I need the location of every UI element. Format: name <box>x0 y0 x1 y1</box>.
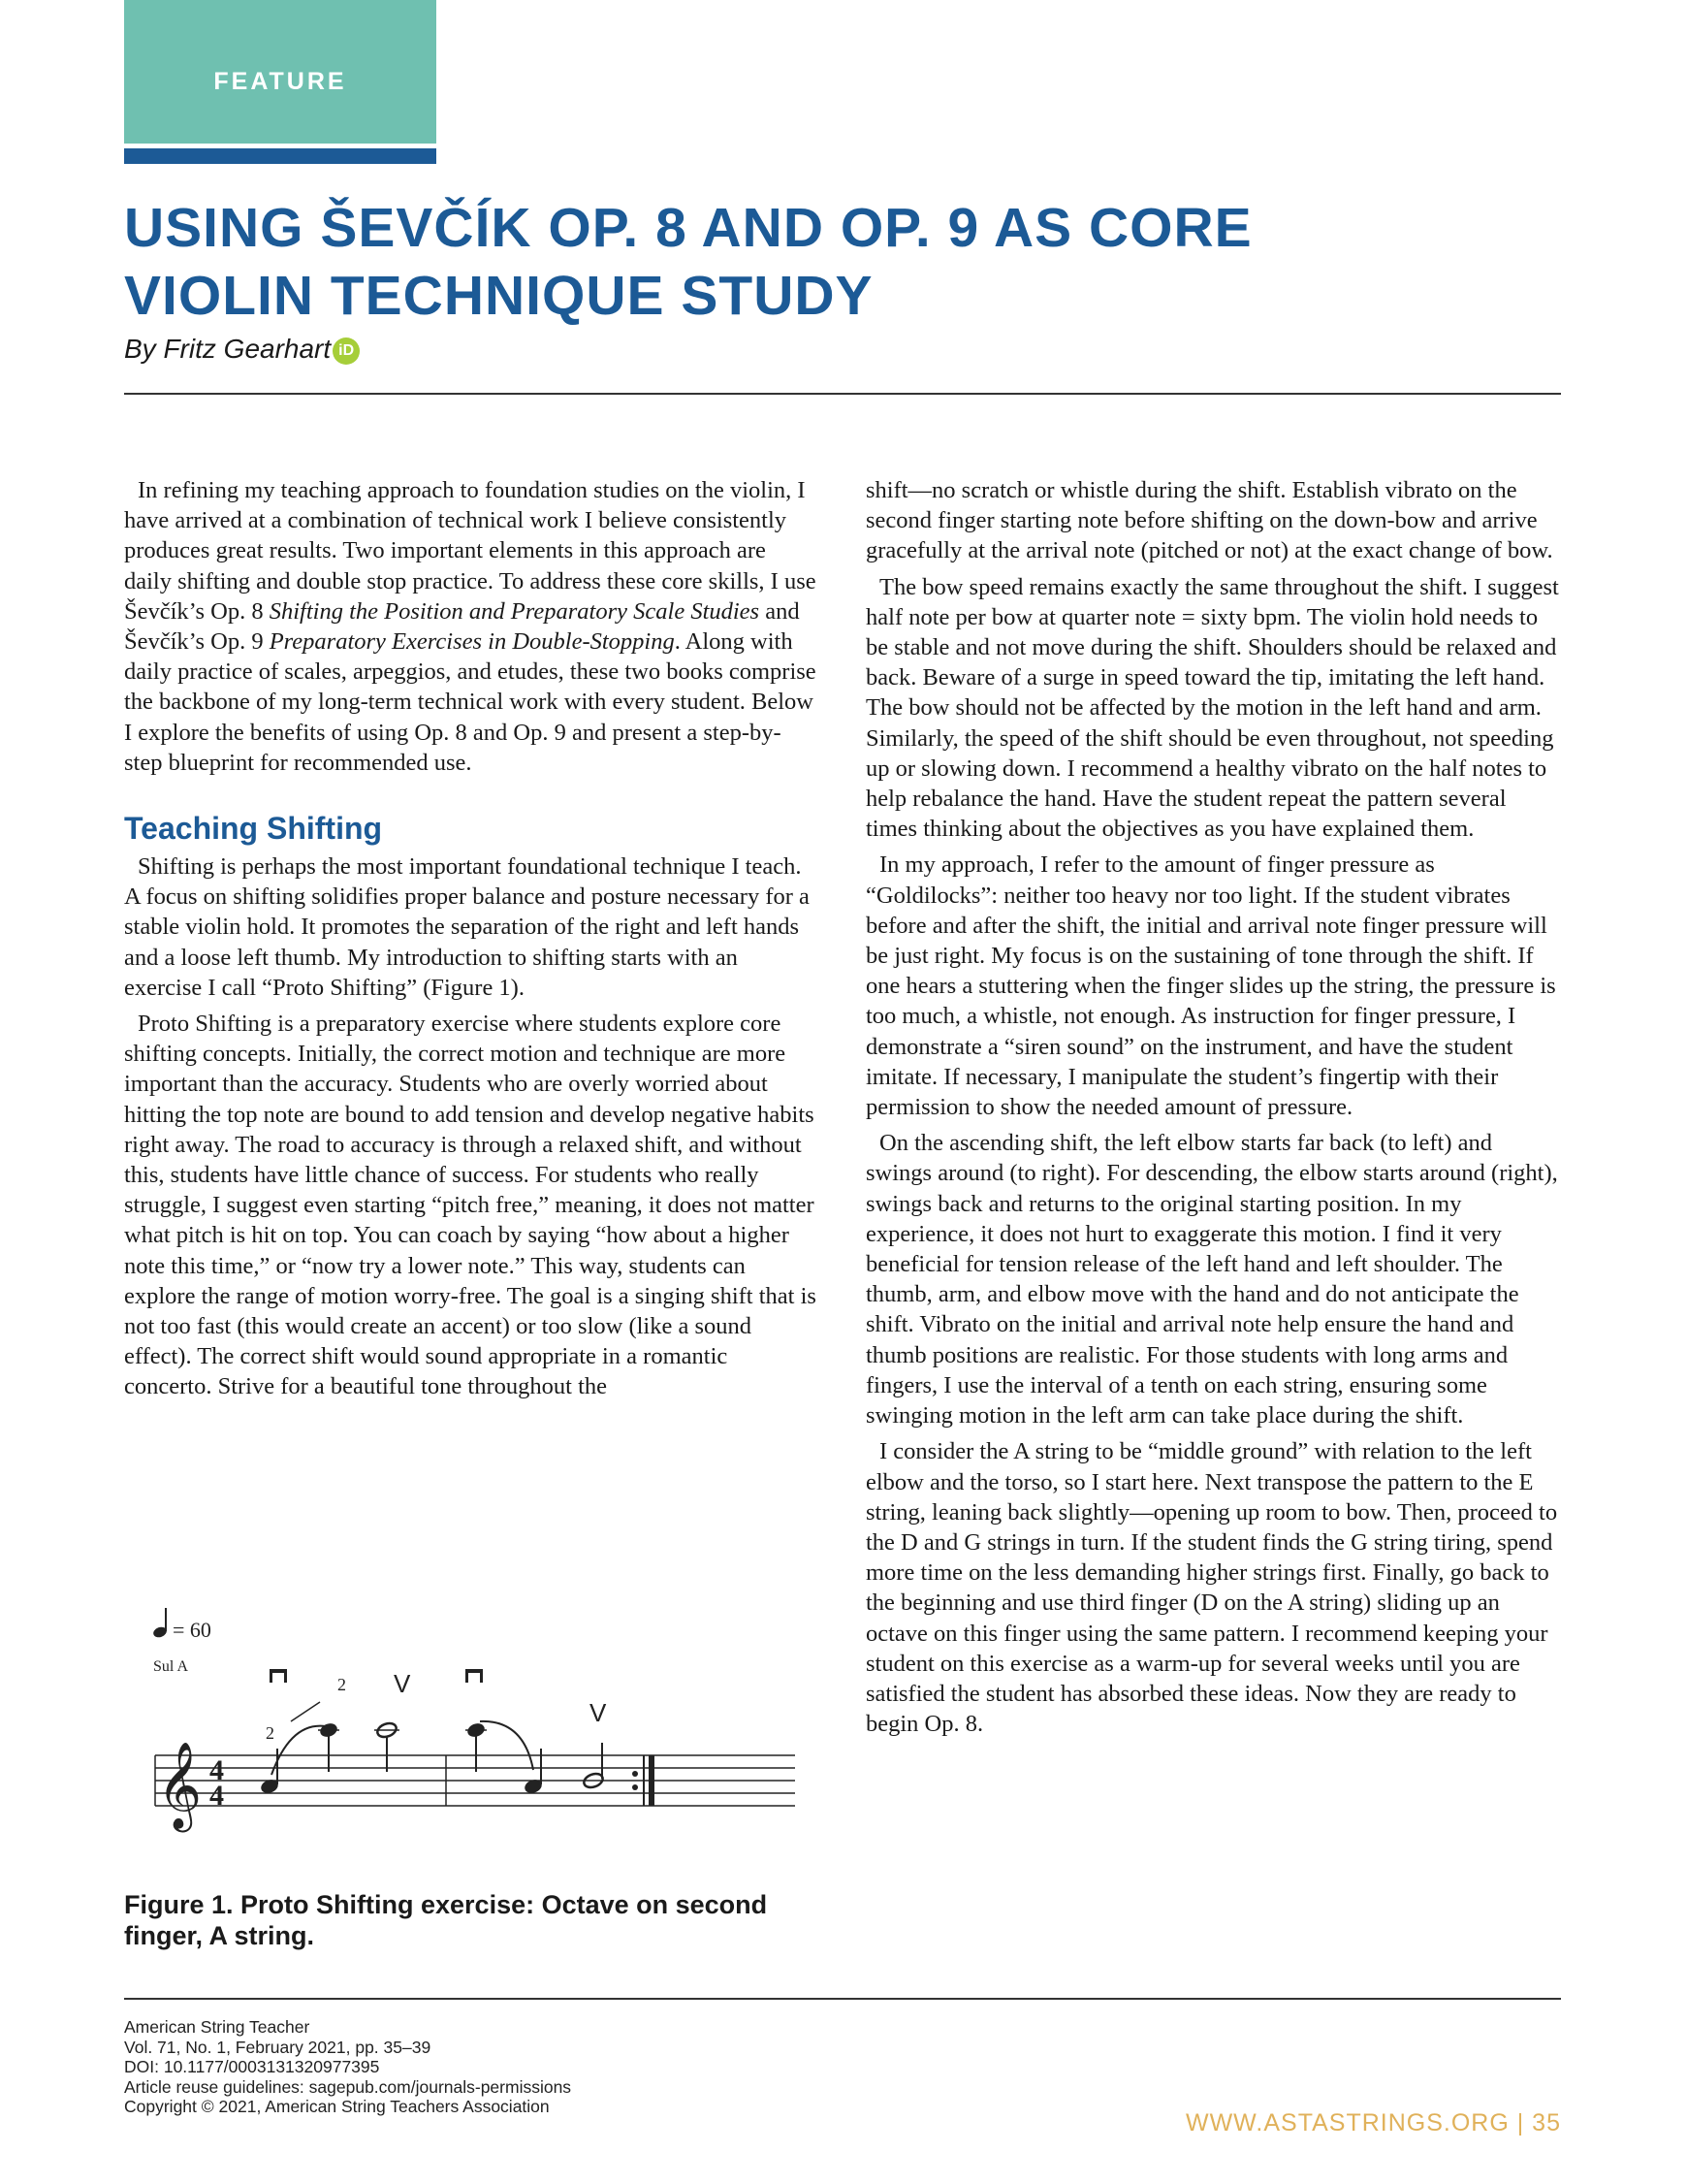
music-figure <box>145 1605 805 1857</box>
doi: DOI: 10.1177/0003131320977395 <box>124 2057 380 2076</box>
repeat-sign-icon <box>632 1771 638 1777</box>
paragraph-continued: shift—no scratch or whistle during the shift. Establish vibrato on the second finger starting note before shifting on the down-bow and arrive gracefully at the arrival note (pitched or not) at the exact change of bow. <box>866 477 1553 564</box>
shift-line <box>291 1702 320 1721</box>
orcid-icon[interactable]: iD <box>333 337 360 365</box>
journal-name: American String Teacher <box>124 2017 310 2037</box>
author-name: By Fritz Gearhart <box>124 334 332 364</box>
footer-citation <box>124 2017 571 2117</box>
article-title <box>124 194 1578 330</box>
slur <box>480 1721 533 1770</box>
footer-divider <box>124 1998 1561 2000</box>
paragraph-finger-pressure: In my approach, I refer to the amount of finger pressure as “Goldilocks”: neither too heavy nor too light. If the student vibrates before and after the shift, the initial and arrival note finger pressure will be just right. My focus is on the sustaining of tone through the shift. If one hears a stuttering when the finger slides up the string, the pressure is too much, a whistle, not enough. As instruction for finger pressure, I demonstrate a “siren sound” on the instrument, and have the student imitate. If necessary, I manipulate the student’s fingertip with their permission to show the needed amount of pressure. <box>866 851 1556 1121</box>
paragraph-proto: Proto Shifting is a preparatory exercise where students explore core shifting concepts. Initially, the correct motion and technique are more important than the accuracy. Students who are overly worried about hitting the top note are bound to add tension and develop negative habits right away. The road to accuracy is through a relaxed shift, and without this, students have little chance of success. For students who really struggle, I suggest even starting “pitch free,” meaning, it does not matter what pitch is hit on top. You can coach by saying “how about a higher note this time,” or “now try a lower note.” This way, students can explore the range of motion worry-free. The goal is a singing shift that is not too fast (this would create an accent) or too slow (like a sound effect). The correct shift would sound appropriate in a romantic concerto. Strive for a beautiful tone throughout the <box>124 1011 816 1400</box>
volume-info: Vol. 71, No. 1, February 2021, pp. 35–39 <box>124 2037 431 2057</box>
finger-number: 2 <box>337 1675 346 1694</box>
left-column <box>124 475 817 1408</box>
intro-paragraph: In refining my teaching approach to foundation studies on the violin, I have arrived at a combination of technical work I believe consistently produces great results. Two important elements in this approach are daily shifting and double stop practice. To address these core skills, I use Ševčík’s Op. 8 Shifting the Position and Preparatory Scale Studies and Ševčík’s Op. 9 Preparatory Exercises in Double-Stopping. Along with daily practice of scales, arpeggios, and etudes, these two books comprise the backbone of my long-term technical work with every student. Below I explore the benefits of using Op. 8 and Op. 9 and present a step-by-step blueprint for recommended use. <box>124 477 816 776</box>
music-staff <box>145 1605 805 1857</box>
treble-clef-icon: 𝄞 <box>157 1742 203 1829</box>
site-url-page-number[interactable]: WWW.ASTASTRINGS.ORG | 35 <box>1185 2109 1561 2136</box>
finger-number: 2 <box>266 1723 274 1743</box>
section-heading: Teaching Shifting <box>124 811 383 847</box>
upbow-icon: V <box>394 1669 411 1698</box>
downbow-icon <box>270 1669 287 1683</box>
right-column <box>866 475 1559 1745</box>
paragraph-a-string: I consider the A string to be “middle ground” with relation to the left elbow and the torso, so I start here. Next transpose the pattern to the E string, leaning back slightly—opening up room to bow. Then, proceed to the D and G strings in turn. If the student finds the G string tiring, spend more time on the less demanding higher strings first. Finally, go back to the beginning and use third finger (D on the A string) sliding up an octave on this finger using the same pattern. I recommend keeping your student on this exercise as a warm-up for several weeks until you are satisfied the student has absorbed these ideas. Now they are ready to begin Op. 8. <box>866 1438 1558 1738</box>
header-divider <box>124 393 1561 395</box>
paragraph-shifting: Shifting is perhaps the most important foundational technique I teach. A focus on shifting solidifies proper balance and posture necessary for a stable violin hold. It promotes the separation of the right and left hands and a loose left thumb. My introduction to shifting starts with an exercise I call “Proto Shifting” (Figure 1). <box>124 853 810 1001</box>
feature-accent-bar <box>124 148 436 164</box>
feature-label-box <box>124 0 436 144</box>
upbow-icon: V <box>589 1698 607 1727</box>
downbow-icon <box>465 1669 483 1683</box>
time-signature-icon: 4 <box>209 1754 224 1786</box>
copyright: Copyright © 2021, American String Teachers Association <box>124 2097 550 2116</box>
paragraph-bow-speed: The bow speed remains exactly the same throughout the shift. I suggest half note per bow at quarter note = sixty bpm. The violin hold needs to be stable and not move during the shift. Shoulders should be relaxed and back. Beware of a surge in speed toward the tip, imitating the left hand. The bow should not be affected by the motion in the left hand and arm. Similarly, the speed of the shift should be even throughout, not speeding up or slowing down. I recommend a healthy vibrato on the half notes to help rebalance the hand. Have the student repeat the pattern several times thinking about the objectives as you have explained them. <box>866 573 1559 843</box>
title-line-2: VIOLIN TECHNIQUE STUDY <box>124 265 874 327</box>
tempo-marking: = 60 <box>173 1618 211 1642</box>
reuse-guidelines: Article reuse guidelines: sagepub.com/journals-permissions <box>124 2076 572 2097</box>
title-line-1: USING ŠEVČÍK OP. 8 AND OP. 9 AS CORE <box>124 197 1253 259</box>
svg-text:4: 4 <box>209 1780 224 1812</box>
figure-caption: Figure 1. Proto Shifting exercise: Octave on second finger, A string. <box>124 1890 768 1950</box>
string-label: Sul A <box>153 1658 189 1675</box>
feature-label: FEATURE <box>213 68 347 95</box>
paragraph-elbow: On the ascending shift, the left elbow starts far back (to left) and swings around (to right). For descending, the elbow starts around (right), swings back and returns to the original starting position. In my experience, it does not hurt to exaggerate this motion. I find it very beneficial for tension release of the left hand and left shoulder. The thumb, arm, and elbow move with the hand and do not anticipate the shift. Vibrato on the initial and arrival note help ensure the hand and thumb positions are realistic. For those students with long arms and fingers, I use the interval of a tenth on each string, ensuring some swinging motion in the left arm can take place during the shift. <box>866 1130 1558 1429</box>
byline <box>124 334 360 365</box>
